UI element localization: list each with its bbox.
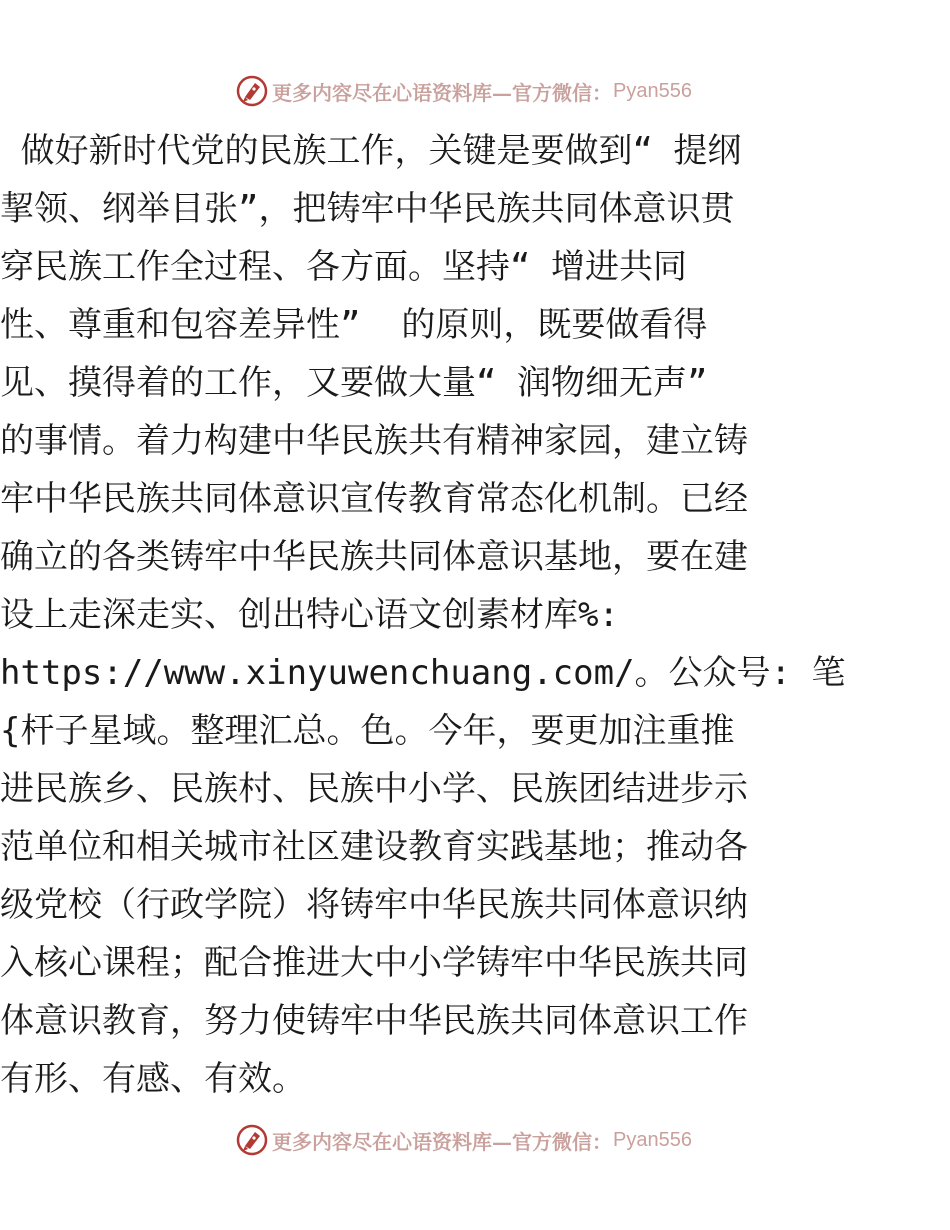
header-banner-id: Pyan556 <box>613 79 692 102</box>
text-line: {杆子星域。整理汇总。色。今年，要更加注重推 <box>0 711 735 751</box>
text-line: 有形、有感、有效。 <box>0 1059 306 1099</box>
text-line: 见、摸得着的工作，又要做大量“ 润物细无声” <box>0 363 708 403</box>
text-line: 做好新时代党的民族工作，关键是要做到“ 提纲 <box>0 131 742 171</box>
text-line: 挈领、纲举目张”，把铸牢中华民族共同体意识贯 <box>0 189 735 229</box>
text-line: 穿民族工作全过程、各方面。坚持“ 增进共同 <box>0 247 687 287</box>
text-line: 确立的各类铸牢中华民族共同体意识基地，要在建 <box>0 537 748 577</box>
text-line: 的事情。着力构建中华民族共有精神家园，建立铸 <box>0 421 748 461</box>
text-line: 设上走深走实、创出特心语文创素材库%: <box>0 595 619 635</box>
url-text-line: https://www.xinyuwenchuang.com/。公众号: 笔 <box>0 653 846 693</box>
text-line: 牢中华民族共同体意识宣传教育常态化机制。已经 <box>0 479 748 519</box>
footer-banner-id: Pyan556 <box>613 1128 692 1151</box>
text-line: 性、尊重和包容差异性” 的原则，既要做看得 <box>0 305 708 345</box>
pen-nib-logo-icon <box>236 1124 268 1156</box>
footer-banner-text: 更多内容尽在心语资料库—官方微信： <box>272 1129 612 1154</box>
footer-watermark-banner <box>236 1123 692 1157</box>
header-banner-text: 更多内容尽在心语资料库—官方微信： <box>272 80 612 105</box>
text-line: 进民族乡、民族村、民族中小学、民族团结进步示 <box>0 769 748 809</box>
pen-nib-logo-icon <box>236 75 268 107</box>
text-line: 入核心课程；配合推进大中小学铸牢中华民族共同 <box>0 943 748 983</box>
text-line: 体意识教育，努力使铸牢中华民族共同体意识工作 <box>0 1001 748 1041</box>
text-line: 范单位和相关城市社区建设教育实践基地；推动各 <box>0 827 748 867</box>
text-line: 级党校（行政学院）将铸牢中华民族共同体意识纳 <box>0 885 748 925</box>
header-watermark-banner <box>236 74 692 108</box>
